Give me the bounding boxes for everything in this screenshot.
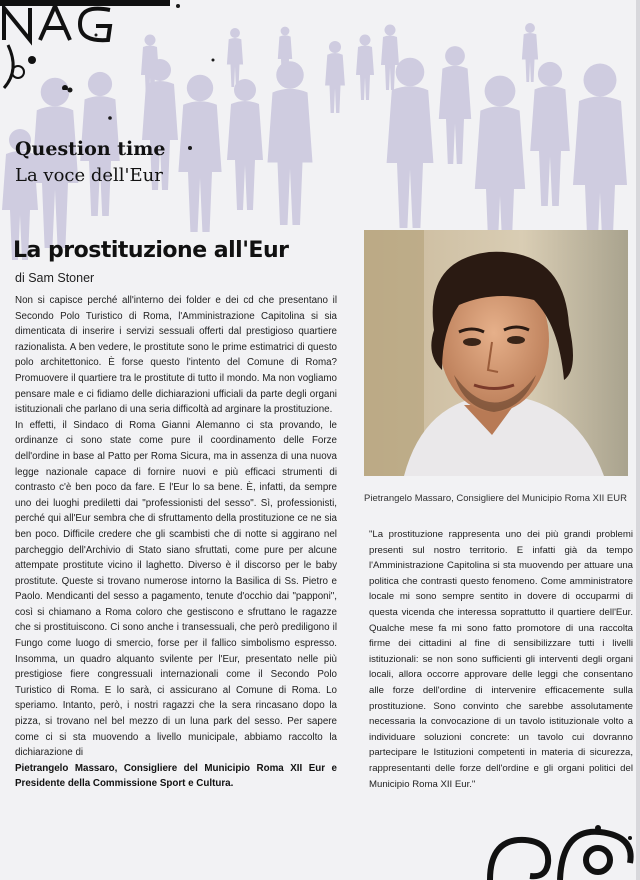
magazine-logo: [0, 0, 180, 90]
photo-caption: Pietrangelo Massaro, Consigliere del Municipio Roma XII EUR: [364, 493, 627, 504]
article-title: La prostituzione all'Eur: [13, 238, 289, 263]
section-subkicker: La voce dell'Eur: [15, 165, 163, 186]
article-closing-bold: Pietrangelo Massaro, Consigliere del Municipio Roma XII Eur e Presidente della Commissione Sport e Cultura.: [15, 762, 337, 790]
interview-quote: "La prostituzione rappresenta uno dei più grandi problemi presenti sul nostro territorio. E infatti già da tempo l'Amministrazione Capitolina si sta muovendo per attuare una politica che contrasti questo fenomeno. Come amministratore locale mi sono sempre sentito in dovere di occuparmi di questa vicenda che interessa soprattutto il quartiere dell'Eur. Qualche mese fa mi sono fatto promotore di una raccolta firme dei cittadini al fine di sensibilizzare tutti i livelli istituzionali: se non sono sufficienti gli interventi degli organi locali, allora occorre approvare delle leggi che consentano alle forze dell'ordine di intervenire efficacemente sulla prostituzione. Sono convinto che sarebbe assolutamente necessaria la convocazione di un tavolo istituzionale volto a individuare soluzioni concrete: un tavolo cui dovranno partecipare le Istituzioni competenti in materia di sicurezza, rappresentanti delle forze dell'ordine e gli organi politici del Municipio Roma XII Eur.": [369, 529, 633, 790]
decorative-swirl-icon: [470, 818, 640, 880]
scan-edge: [636, 0, 640, 880]
article-body: [15, 293, 337, 792]
article-paragraph: Non si capisce perché all'interno dei folder e dei cd che presentano il Secondo Polo Turistico di Roma, l'Amministrazione Capitolina si sia dimenticata di inserire i servizi sessuali offerti dal prestigioso quartiere razionalista. A ben vedere, le prostitute sono le prime estimatrici di questo polo architettonico. È forse questo l'intento del Comune di Roma? Promuovere il quartiere tra le prostitute di tutto il mondo. Ma non vogliamo pensare male e ci fidiamo delle dichiarazioni ufficiali da parte degli organi istituzionali che parlano di una seria difficoltà ad arginare la prostituzione.: [15, 295, 337, 416]
article-paragraph: In effetti, il Sindaco di Roma Gianni Alemanno ci sta provando, le ordinanze ci sono state come pure il coordinamento delle Forze dell'ordine in base al Patto per Roma Sicura, ma in assenza di una nuova legge nazionale capace di fornire nuovi e più efficaci strumenti di contrasto c'è ben poco da fare. E l'Eur lo sa bene. È, infatti, da sempre uno dei luoghi prediletti dai "professionisti del sesso". Sì, professionisti, perché qui all'Eur sembra che di sfruttamento della prostituzione ce ne sia ben poco. Difficile credere che gli scambisti che di notte si aggirano nel parcheggio dell'Archivio di Stato siano sfruttati, come pure per alcune attempate prostitute vicino il laghetto. Diverso è il discorso per le baby prostitute. Queste si trovano numerose intorno la Basilica di Ss. Pietro e Paolo. Mendicanti del sesso a pagamento, tenute d'occhio dai "papponi", così si chiamano a Roma coloro che gestiscono e sfruttano le ragazze che si prostituiscono. Ci sono anche i transessuali, che però prediligono il Fungo come luogo di smercio, forse per il fallico simbolismo espresso. Insomma, un quadro alquanto svilente per l'Eur, presentato nelle più prestigiose fiere congressuali internazionali come il Secondo Polo Turistico di Roma. E lo sarà, ci assicurano al Comune di Roma. Lo speriamo. Intanto, però, i nostri ragazzi che la sera rincasano dopo la pizza, si trovano nel bel mezzo di un luna park del sesso. Per sapere come ci si sta muovendo a livello municipale, abbiamo raccolto la dichiarazione di: [15, 419, 337, 759]
section-kicker: Question time: [15, 138, 166, 160]
article-byline: di Sam Stoner: [15, 271, 95, 285]
portrait-photo: [364, 230, 628, 476]
